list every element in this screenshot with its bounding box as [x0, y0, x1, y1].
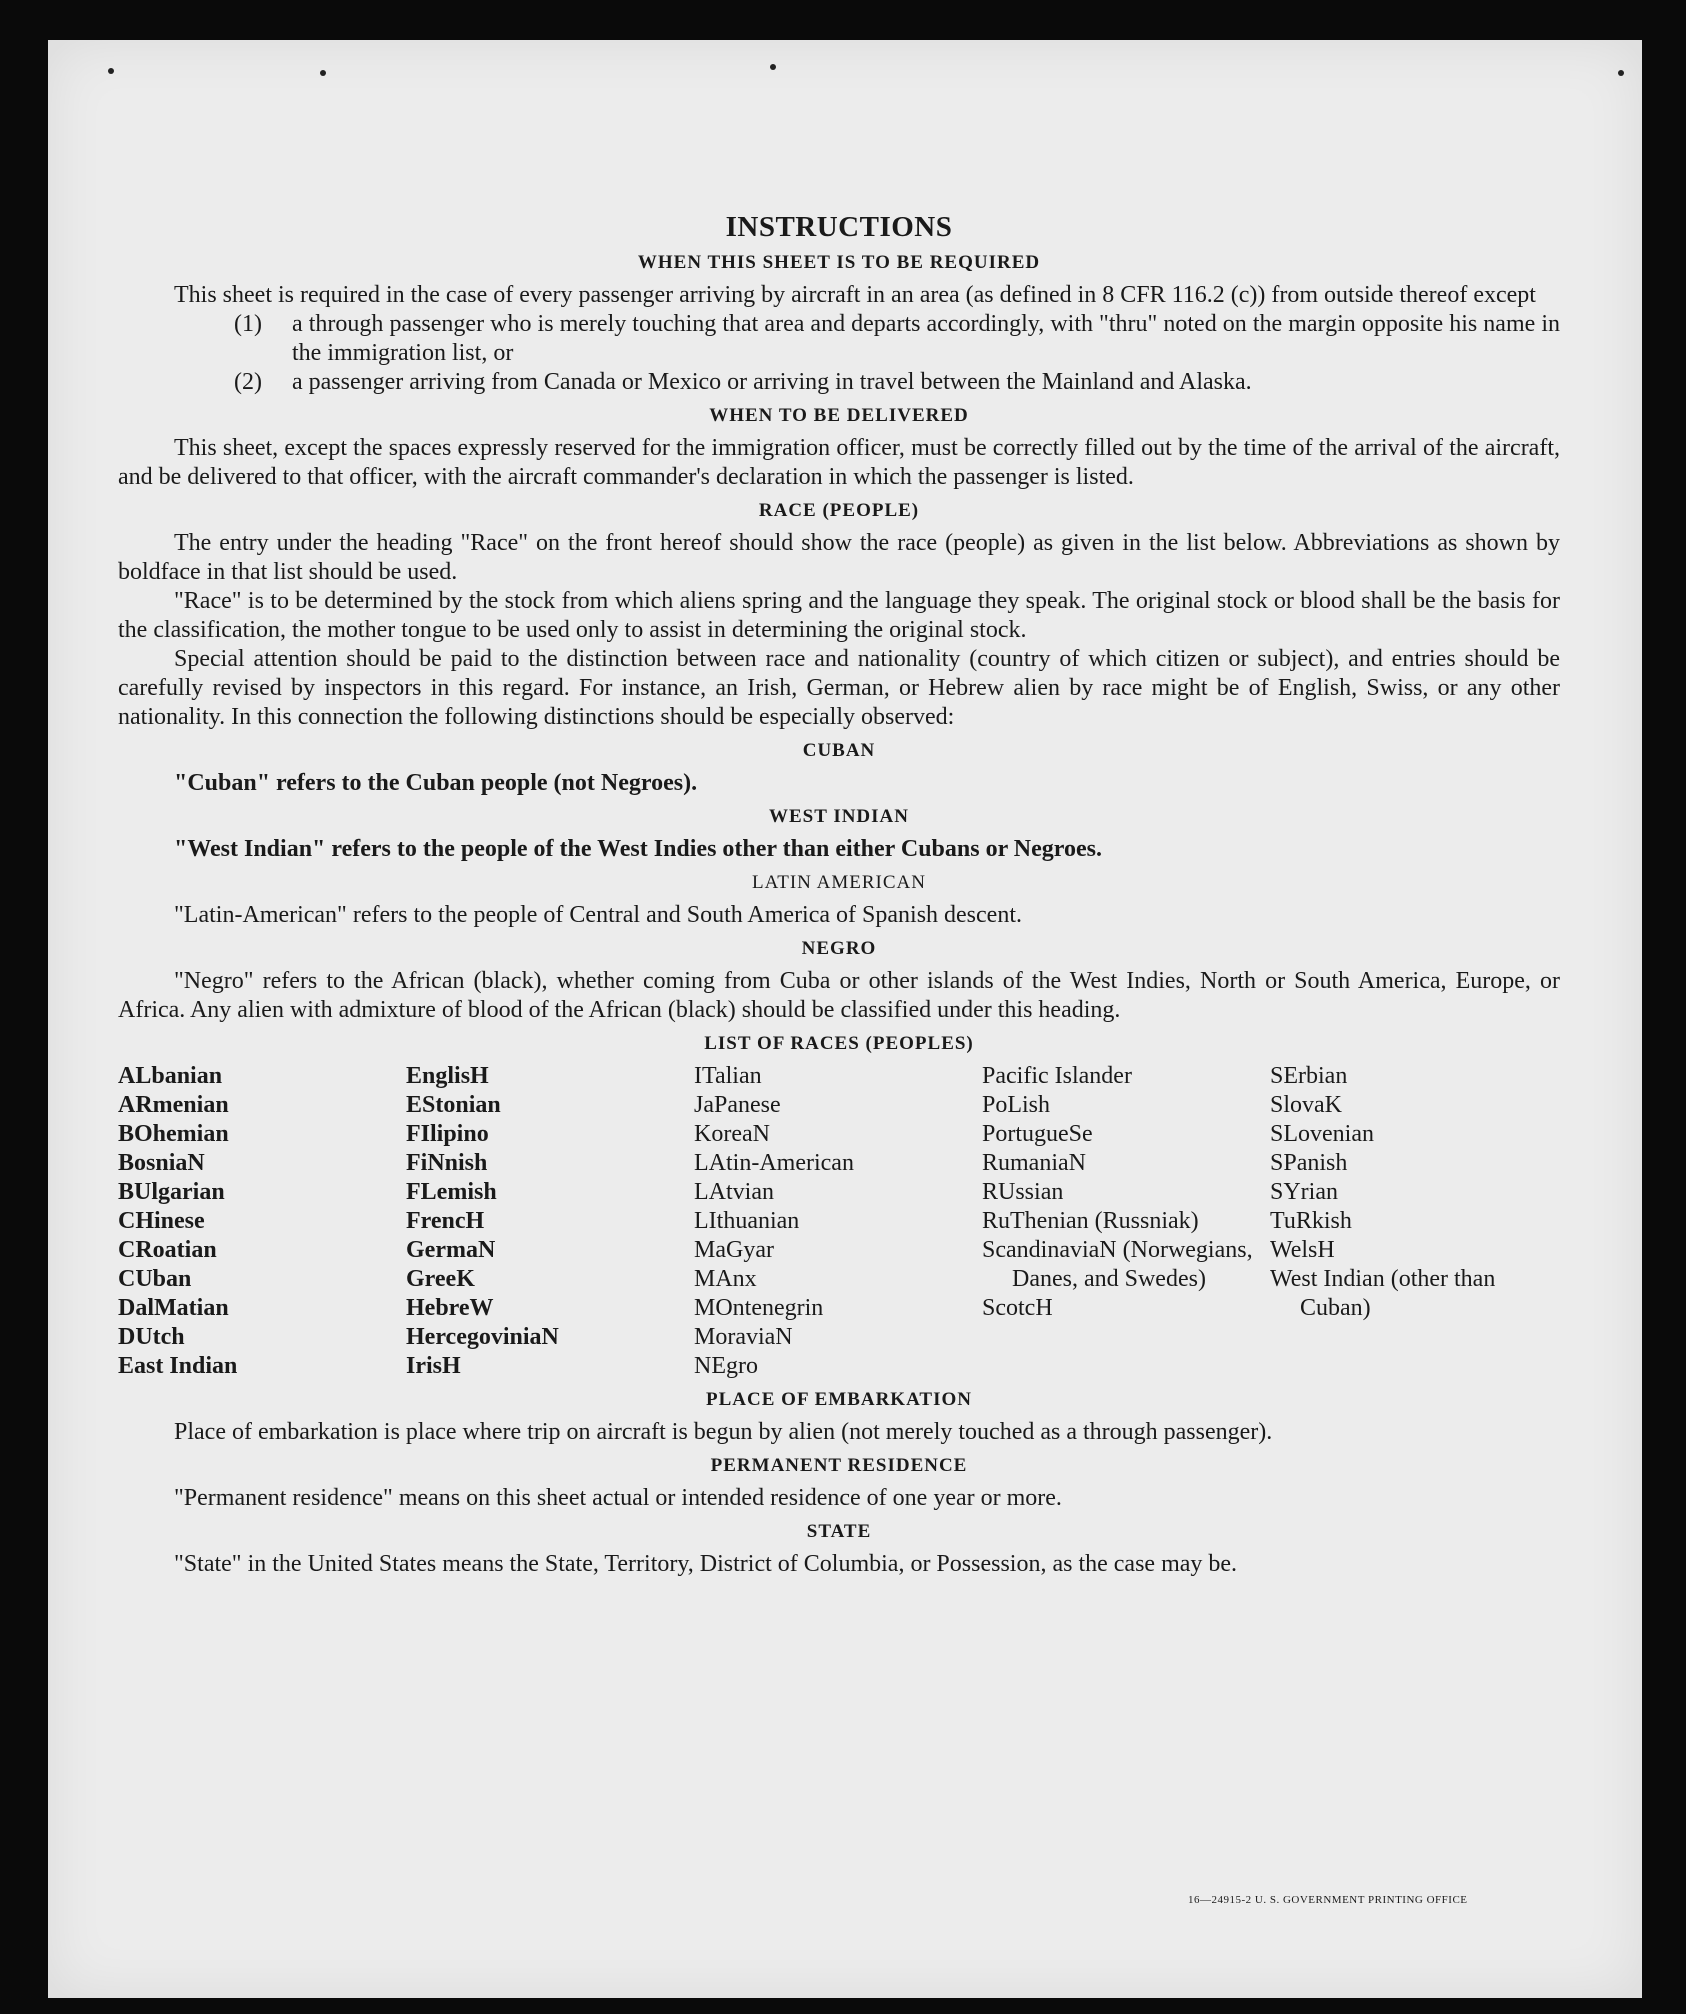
races-column — [406, 1062, 694, 1381]
race-entry: ScandinaviaN (Norwegians, Danes, and Swedes) — [982, 1237, 1253, 1292]
race-entry: BOhemian — [118, 1121, 229, 1147]
race-entry: BUlgarian — [118, 1179, 225, 1205]
race-entry: SLovenian — [1270, 1121, 1374, 1147]
races-column — [982, 1062, 1270, 1381]
race-entry: DalMatian — [118, 1295, 229, 1321]
race-entry: ScotcH — [982, 1295, 1053, 1321]
residence-text: "Permanent residence" means on this sheet actual or intended residence of one year or more. — [174, 1485, 1062, 1511]
race-entry: RumaniaN — [982, 1150, 1086, 1176]
heading-race: RACE (PEOPLE) — [758, 500, 920, 521]
race-entry: EnglisH — [406, 1063, 489, 1089]
race-entry: HebreW — [406, 1295, 494, 1321]
document-sheet — [48, 40, 1642, 1998]
delivered-text: This sheet, except the spaces expressly reserved for the immigration officer, must be correctly filled out by the time of the arrival of the aircraft, and be delivered to that officer, with the aircraft commander's declaration in which the passenger is listed. — [118, 435, 1560, 490]
heading-residence: PERMANENT RESIDENCE — [710, 1455, 968, 1476]
race-entry: ARmenian — [118, 1092, 229, 1118]
heading-negro: NEGRO — [801, 938, 877, 959]
race-entry: SYrian — [1270, 1179, 1338, 1205]
exception-text: a through passenger who is merely touching that area and departs accordingly, with "thru" noted on the margin opposite his name in the immigration list, or — [292, 311, 1560, 366]
race-entry: EStonian — [406, 1092, 501, 1118]
printing-office-imprint: 16—24915-2 U. S. GOVERNMENT PRINTING OFFICE — [1188, 1894, 1468, 1906]
race-entry: WelsH — [1270, 1237, 1335, 1263]
race-entry: MAnx — [694, 1266, 757, 1292]
instructions-content — [118, 210, 1560, 1579]
state-text: "State" in the United States means the State, Territory, District of Columbia, or Possession, as the case may be. — [174, 1551, 1238, 1577]
race-entry: FrencH — [406, 1208, 485, 1234]
race-entry: BosniaN — [118, 1150, 205, 1176]
race-entry: ITalian — [694, 1063, 762, 1089]
heading-state: STATE — [806, 1521, 872, 1542]
embarkation-text: Place of embarkation is place where trip on aircraft is begun by alien (not merely touched as a through passenger). — [174, 1419, 1273, 1445]
race-entry: NEgro — [694, 1353, 758, 1379]
race-entry: FLemish — [406, 1179, 497, 1205]
exception-item — [234, 368, 1560, 397]
heading-latin-american: LATIN AMERICAN — [752, 872, 926, 893]
race-paragraph: Special attention should be paid to the distinction between race and nationality (country of which citizen or subject), and entries should be carefully revised by inspectors in this regard. For instance, an Irish, German, or Hebrew alien by race might be of English, Swiss, or any other nationality. In this connection the following distinctions should be especially observed: — [118, 646, 1560, 730]
races-column — [1270, 1062, 1560, 1381]
race-entry: IrisH — [406, 1353, 461, 1379]
race-entry: GermaN — [406, 1237, 496, 1263]
page-title: INSTRUCTIONS — [725, 211, 953, 243]
race-entry: CRoatian — [118, 1237, 217, 1263]
races-list — [118, 1062, 1560, 1381]
exception-number: (2) — [234, 369, 262, 395]
race-paragraph: The entry under the heading "Race" on the front hereof should show the race (people) as given in the list below. Abbreviations as shown by boldface in that list should be used. — [118, 530, 1560, 585]
races-column — [118, 1062, 406, 1381]
race-entry: TuRkish — [1270, 1208, 1352, 1234]
race-entry: LIthuanian — [694, 1208, 800, 1234]
heading-delivered: WHEN TO BE DELIVERED — [709, 405, 969, 426]
race-entry: RuThenian (Russniak) — [982, 1208, 1199, 1234]
heading-required: WHEN THIS SHEET IS TO BE REQUIRED — [637, 252, 1041, 273]
race-entry: FiNnish — [406, 1150, 488, 1176]
race-paragraph: "Race" is to be determined by the stock from which aliens spring and the language they speak. The original stock or blood shall be the basis for the classification, the mother tongue to be used only to assist in determining the original stock. — [118, 588, 1560, 643]
race-entry: PoLish — [982, 1092, 1051, 1118]
race-entry: LAtvian — [694, 1179, 774, 1205]
race-entry: SPanish — [1270, 1150, 1348, 1176]
race-entry: ALbanian — [118, 1063, 223, 1089]
latin-american-text: "Latin-American" refers to the people of Central and South America of Spanish descent. — [174, 902, 1022, 928]
race-entry: FIlipino — [406, 1121, 489, 1147]
exception-item — [234, 310, 1560, 368]
race-entry: CUban — [118, 1266, 192, 1292]
race-entry: KoreaN — [694, 1121, 770, 1147]
race-entry: GreeK — [406, 1266, 475, 1292]
heading-cuban: CUBAN — [802, 740, 876, 761]
cuban-text: "Cuban" refers to the Cuban people (not Negroes). — [174, 770, 698, 796]
race-entry: SlovaK — [1270, 1092, 1342, 1118]
heading-list-of-races: LIST OF RACES (PEOPLES) — [704, 1033, 974, 1054]
speck — [320, 70, 326, 76]
race-entry: MaGyar — [694, 1237, 774, 1263]
races-column — [694, 1062, 982, 1381]
negro-text: "Negro" refers to the African (black), whether coming from Cuba or other islands of the West Indies, North or South America, Europe, or Africa. Any alien with admixture of blood of the African (black) should be classified under this heading. — [118, 968, 1560, 1023]
race-entry: DUtch — [118, 1324, 185, 1350]
race-entry: HercegoviniaN — [406, 1324, 559, 1350]
required-intro: This sheet is required in the case of every passenger arriving by aircraft in an area (as defined in 8 CFR 116.2 (c)) from outside thereof except — [174, 282, 1536, 308]
race-entry: Pacific Islander — [982, 1063, 1132, 1089]
race-entry: JaPanese — [694, 1092, 781, 1118]
speck — [770, 64, 776, 70]
speck — [1618, 70, 1624, 76]
race-entry: East Indian — [118, 1353, 238, 1379]
race-entry: MOntenegrin — [694, 1295, 824, 1321]
exception-text: a passenger arriving from Canada or Mexico or arriving in travel between the Mainland and Alaska. — [292, 369, 1252, 395]
race-entry: PortugueSe — [982, 1121, 1093, 1147]
race-entry: West Indian (other than Cuban) — [1270, 1266, 1496, 1321]
race-entry: CHinese — [118, 1208, 205, 1234]
west-indian-text: "West Indian" refers to the people of the West Indies other than either Cubans or Negroes. — [174, 836, 1102, 862]
heading-embarkation: PLACE OF EMBARKATION — [706, 1389, 972, 1410]
race-entry: MoraviaN — [694, 1324, 793, 1350]
race-entry: LAtin-American — [694, 1150, 854, 1176]
heading-west-indian: WEST INDIAN — [769, 806, 909, 827]
exception-number: (1) — [234, 311, 262, 337]
speck — [108, 68, 114, 74]
race-entry: RUssian — [982, 1179, 1064, 1205]
race-entry: SErbian — [1270, 1063, 1348, 1089]
